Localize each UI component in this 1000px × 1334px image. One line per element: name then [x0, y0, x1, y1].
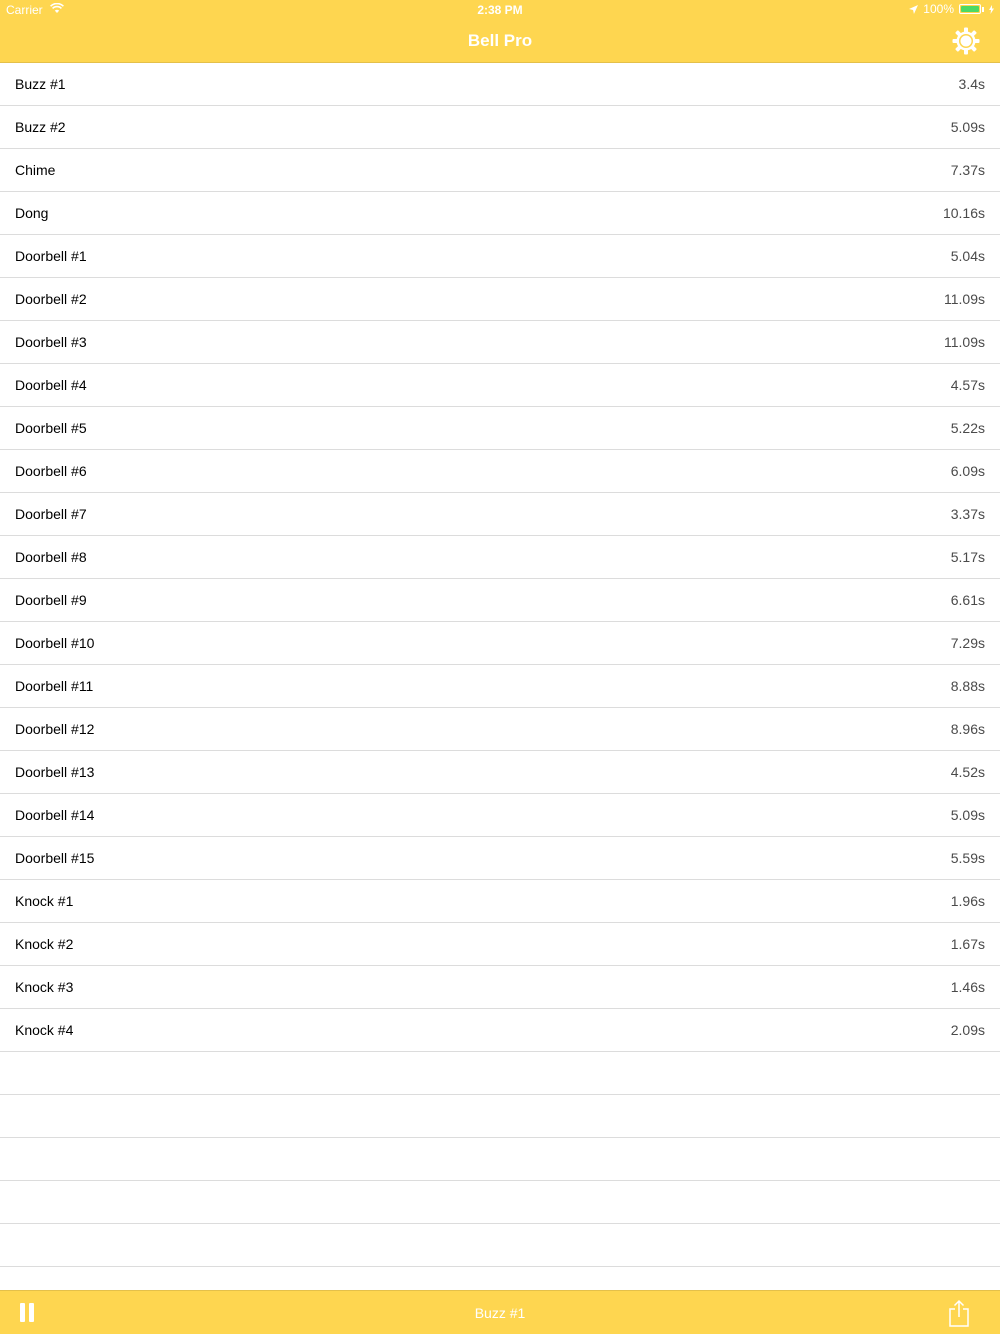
- sound-duration: 10.16s: [942, 205, 985, 221]
- list-item[interactable]: [0, 63, 1000, 106]
- carrier-label: Carrier: [6, 3, 43, 17]
- list-item[interactable]: [0, 622, 1000, 665]
- sound-name: Knock #2: [15, 936, 74, 952]
- list-item[interactable]: [0, 321, 1000, 364]
- sound-duration: 11.09s: [944, 334, 985, 350]
- list-item[interactable]: [0, 579, 1000, 622]
- sound-duration: 7.37s: [950, 162, 985, 178]
- location-arrow-icon: [909, 5, 918, 14]
- sound-name: Knock #4: [15, 1022, 74, 1038]
- navigation-bar: [0, 0, 1000, 63]
- list-item[interactable]: [0, 450, 1000, 493]
- sound-duration: 1.67s: [950, 936, 985, 952]
- sound-duration: 6.61s: [950, 592, 985, 608]
- list-item[interactable]: [0, 794, 1000, 837]
- sound-name: Doorbell #4: [15, 377, 87, 393]
- sound-duration: 2.09s: [950, 1022, 985, 1038]
- empty-row: [0, 1095, 1000, 1138]
- status-right-group: [909, 2, 994, 16]
- sound-duration: 5.04s: [950, 248, 985, 264]
- sound-name: Buzz #2: [15, 119, 66, 135]
- battery-icon: [959, 4, 981, 14]
- empty-row: [0, 1267, 1000, 1290]
- list-item[interactable]: [0, 364, 1000, 407]
- sound-list: [0, 63, 1000, 1290]
- sound-name: Knock #1: [15, 893, 74, 909]
- sound-duration: 11.09s: [944, 291, 985, 307]
- list-item[interactable]: [0, 493, 1000, 536]
- sound-name: Doorbell #6: [15, 463, 87, 479]
- sound-duration: 8.88s: [950, 678, 985, 694]
- charging-bolt-icon: [989, 5, 994, 14]
- sound-duration: 3.37s: [950, 506, 985, 522]
- sound-name: Doorbell #11: [15, 678, 94, 694]
- list-item[interactable]: [0, 192, 1000, 235]
- sound-duration: 5.59s: [950, 850, 985, 866]
- list-item[interactable]: [0, 708, 1000, 751]
- sound-name: Buzz #1: [15, 76, 66, 92]
- status-bar: [0, 0, 1000, 20]
- empty-row: [0, 1181, 1000, 1224]
- status-time: 2:38 PM: [477, 3, 523, 17]
- sound-duration: 1.96s: [950, 893, 985, 909]
- list-item[interactable]: [0, 880, 1000, 923]
- sound-duration: 5.09s: [950, 807, 985, 823]
- list-item[interactable]: [0, 923, 1000, 966]
- list-item[interactable]: [0, 966, 1000, 1009]
- sound-name: Chime: [15, 162, 56, 178]
- sound-name: Doorbell #8: [15, 549, 87, 565]
- sound-name: Doorbell #12: [15, 721, 95, 737]
- list-item[interactable]: [0, 1009, 1000, 1052]
- list-item[interactable]: [0, 278, 1000, 321]
- sound-name: Doorbell #7: [15, 506, 87, 522]
- sound-name: Doorbell #10: [15, 635, 95, 651]
- list-item[interactable]: [0, 665, 1000, 708]
- sound-name: Doorbell #3: [15, 334, 87, 350]
- sound-duration: 5.22s: [950, 420, 985, 436]
- empty-row: [0, 1224, 1000, 1267]
- list-item[interactable]: [0, 407, 1000, 450]
- list-item[interactable]: [0, 106, 1000, 149]
- share-icon[interactable]: [948, 1299, 970, 1327]
- sound-duration: 6.09s: [950, 463, 985, 479]
- sound-name: Doorbell #5: [15, 420, 87, 436]
- sound-name: Knock #3: [15, 979, 74, 995]
- sound-name: Doorbell #15: [15, 850, 95, 866]
- sound-name: Doorbell #13: [15, 764, 95, 780]
- sound-name: Doorbell #14: [15, 807, 95, 823]
- battery-percent: 100%: [923, 2, 954, 16]
- sound-duration: 4.52s: [950, 764, 985, 780]
- sound-name: Doorbell #9: [15, 592, 87, 608]
- list-item[interactable]: [0, 751, 1000, 794]
- gear-icon[interactable]: [952, 27, 980, 55]
- sound-duration: 8.96s: [950, 721, 985, 737]
- sound-duration: 5.09s: [950, 119, 985, 135]
- sound-duration: 5.17s: [950, 549, 985, 565]
- list-item[interactable]: [0, 536, 1000, 579]
- sound-duration: 1.46s: [950, 979, 985, 995]
- page-title: Bell Pro: [467, 31, 533, 50]
- sound-duration: 3.4s: [958, 76, 985, 92]
- empty-row: [0, 1138, 1000, 1181]
- player-toolbar: [0, 1290, 1000, 1334]
- empty-row: [0, 1052, 1000, 1095]
- list-item[interactable]: [0, 837, 1000, 880]
- sound-duration: 7.29s: [950, 635, 985, 651]
- sound-name: Doorbell #1: [15, 248, 87, 264]
- list-item[interactable]: [0, 235, 1000, 278]
- sound-name: Dong: [15, 205, 49, 221]
- battery-tip: [982, 7, 984, 12]
- list-item[interactable]: [0, 149, 1000, 192]
- sound-duration: 4.57s: [950, 377, 985, 393]
- sound-name: Doorbell #2: [15, 291, 87, 307]
- now-playing-label: Buzz #1: [474, 1305, 526, 1321]
